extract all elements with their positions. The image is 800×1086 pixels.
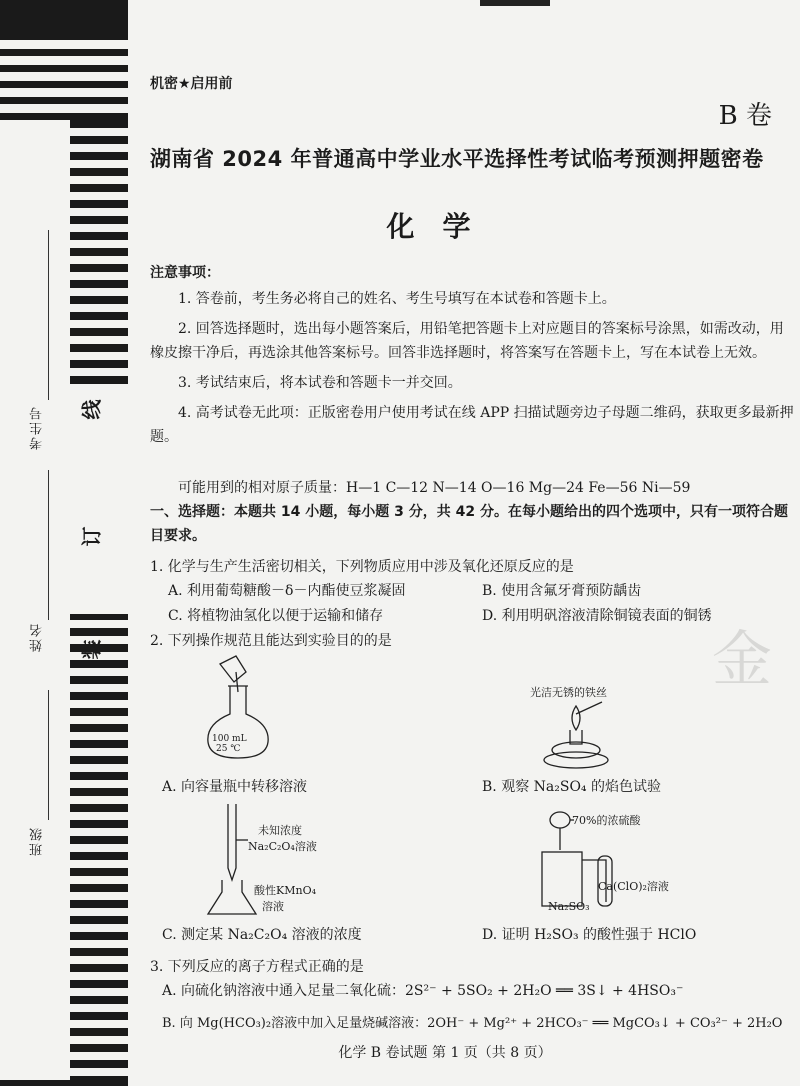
q1-option-d: D. 利用明矾溶液清除铜镜表面的铜锈 [482,608,712,624]
watermark: 金 [712,625,772,695]
q2-option-a: A. 向容量瓶中转移溶液 [162,779,308,795]
notice-item: 4. 高考试卷无此项：正版密卷用户使用考试在线 APP 扫描试题旁边子母题二维码，获取更多最新押题。 [150,405,794,445]
notice-list [150,287,796,449]
figure-flame-test [536,700,616,770]
class-label: 班级 [30,826,45,856]
exam-title: 湖南省 2024 年普通高中学业水平选择性考试临考预测押题密卷 [150,147,764,171]
figure-b-label: 光洁无锈的铁丝 [530,686,607,699]
candidate-no-line [48,230,49,400]
q3-option-b: B. 向 Mg(HCO₃)₂溶液中加入足量烧碱溶液：2OH⁻ + Mg²⁺ + 2HCO₃⁻ ══ MgCO₃↓ + CO₃²⁻ + 2H₂O [162,1016,783,1031]
notice-heading: 注意事项： [150,265,220,281]
section-heading: 一、选择题：本题共 14 小题，每小题 3 分，共 42 分。在每小题给出的四个选项中，只有一项符合题目要求。 [150,504,788,544]
figure-d-label-3: Na₂SO₃ [548,900,590,913]
q2-option-c: C. 测定某 Na₂C₂O₄ 溶液的浓度 [162,927,362,943]
class-line [48,690,49,820]
q1-option-c: C. 将植物油氢化以便于运输和储存 [168,608,384,624]
q3-option-a: A. 向硫化钠溶液中通入足量二氧化硫：2S²⁻ + 5SO₂ + 2H₂O ══ 3S↓ + 4HSO₃⁻ [162,983,684,999]
q2-stem: 2. 下列操作规范且能达到实验目的的是 [150,633,392,649]
version-label: B 卷 [718,101,772,131]
page-footer: 化学 B 卷试题 第 1 页（共 8 页） [338,1045,552,1061]
figure-a-label-temp: 25 ℃ [216,744,241,754]
q3-stem: 3. 下列反应的离子方程式正确的是 [150,959,364,975]
notice-item: 1. 答卷前，考生务必将自己的姓名、考生号填写在本试卷和答题卡上。 [178,291,616,307]
atomic-masses: 可能用到的相对原子质量：H—1 C—12 N—14 O—16 Mg—24 Fe—56 Ni—59 [178,480,691,496]
figure-d-label-1: 70%的浓硫酸 [572,814,641,827]
confidential-label: 机密★启用前 [150,76,233,92]
top-registration-mark [480,0,550,6]
notice-item: 2. 回答选择题时，选出每小题答案后，用铅笔把答题卡上对应题目的答案标号涂黑，如需改动，用橡皮擦干净后，再选涂其他答案标号。回答非选择题时，将答案写在答题卡上，写在本试卷上无效。 [150,321,784,361]
figure-c-label-4: 溶液 [262,900,284,913]
q1-stem: 1. 化学与生产生活密切相关，下列物质应用中涉及氧化还原反应的是 [150,559,574,575]
figure-c-label-1: 未知浓度 [258,824,302,837]
binding-word-install: 装 [79,639,104,660]
figure-a-label-volume: 100 mL [212,734,247,744]
subject-title: 化学 [386,210,499,243]
figure-titration [204,800,264,920]
q1-option-a: A. 利用葡萄糖酸－δ－内酯使豆浆凝固 [168,583,406,599]
q1-option-b: B. 使用含氟牙膏预防龋齿 [482,583,642,599]
binding-word-bind: 订 [79,526,104,547]
figure-c-label-2: Na₂C₂O₄溶液 [248,840,317,853]
figure-c-label-3: 酸性KMnO₄ [254,884,316,897]
name-label: 姓名 [30,622,45,652]
binding-word-line: 线 [79,399,104,420]
candidate-no-label: 考生号 [30,405,45,450]
binding-strip [0,0,128,1086]
q2-option-d: D. 证明 H₂SO₃ 的酸性强于 HClO [482,927,697,943]
q2-option-b: B. 观察 Na₂SO₄ 的焰色试验 [482,779,661,795]
name-line [48,470,49,620]
figure-d-label-2: Ca(ClO)₂溶液 [598,880,669,893]
notice-item: 3. 考试结束后，将本试卷和答题卡一并交回。 [178,375,462,391]
